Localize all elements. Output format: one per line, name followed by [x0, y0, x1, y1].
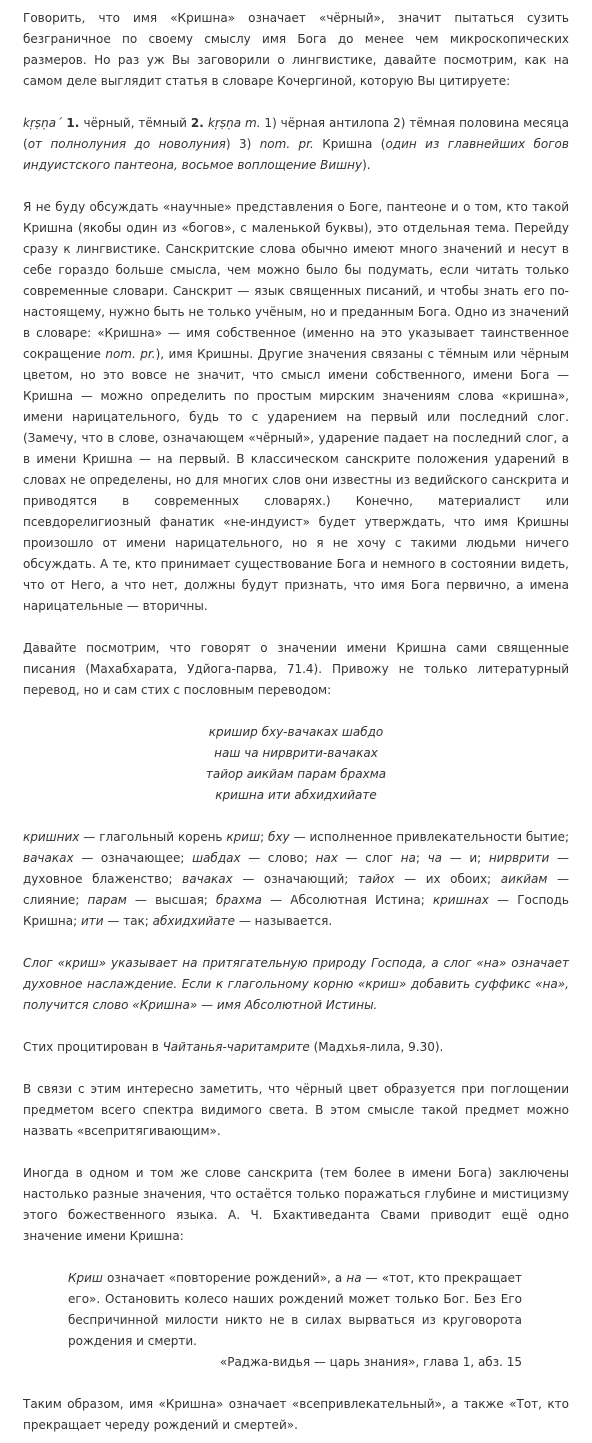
gloss-meaning: — Абсолютная Истина; — [261, 893, 433, 907]
gloss-meaning: — называется. — [235, 914, 333, 928]
dict-text: чёрный, тёмный — [83, 116, 191, 130]
quote-word: Криш — [68, 1271, 103, 1285]
paragraph-text: — «тот, кто прекращает его». Остановить колесо наших рождений может только Бог. Без Его беспричинной милости никто не в силах вырваться из круговорота рождения и смерти. — [68, 1271, 522, 1348]
dict-sense-number: 1. — [62, 116, 84, 130]
color-paragraph: В связи с этим интересно заметить, что чёрный цвет образуется при поглощении предметом всего спектра видимого света. В этом смысле такой предмет можно назвать «всепритягивающим». — [23, 1082, 569, 1138]
paragraph-text: означает «повторение рождений», а — [102, 1271, 347, 1285]
gloss-word: кришних — [23, 830, 80, 844]
gloss-meaning: — их обоих; — [394, 872, 501, 886]
dict-text: 1) чёрная антилопа 2) тёмная половина месяца ( — [23, 116, 570, 151]
verse-line: тайор аикйам парам брахма — [205, 767, 387, 781]
gloss-word: тайох — [357, 872, 395, 886]
conclusion-paragraph: Таким образом, имя «Кришна» означает «всепривлекательный», а также «Тот, кто прекращает череду рождений и смертей». — [23, 1397, 569, 1432]
abbreviation: nom. pr. — [105, 347, 156, 361]
quote-text — [68, 1268, 522, 1352]
gloss-meaning: — и; — [442, 851, 489, 865]
book-title: Чайтанья-чаритамрите — [162, 1040, 310, 1054]
gloss-meaning: — исполненное привлекательности бытие; — [289, 830, 569, 844]
gloss-word: парам — [87, 893, 127, 907]
gloss-word: брахма — [216, 893, 262, 907]
dict-headword: kṛṣṇa´ — [23, 116, 63, 130]
paragraph-text: Я не буду обсуждать «научные» представления о Боге, пантеоне и о том, кто такой Кришна (якобы один из «богов», с маленькой буквы), это отдельная тема. Перейду сразу к лингвистике. Санскритские слова обычно имеют много значений и несут в себе гораздо больше смысла, чем можно было бы подумать, если читать только современные словари. Санскрит — язык священных писаний, и чтобы знать его по-настоящему, нужно быть не только учёным, но и преданным Бога. Одно из значений в словаре: «Кришна» — имя собственное (именно на это указывает таинственное сокращение — [23, 200, 569, 361]
literary-translation: Слог «криш» указывает на притягательную природу Господа, а слог «на» означает духовное наслаждение. Если к глагольному корню «криш» добавить суффикс «на», получится слово «Кришна» — имя Абсолютной Истины. — [23, 956, 569, 1012]
gloss-word: на — [400, 851, 416, 865]
dict-sense-number: 2. — [190, 116, 209, 130]
gloss-word: криш — [226, 830, 261, 844]
quote-source: «Раджа-видья — царь знания», глава 1, абз. 15 — [219, 1355, 522, 1369]
gloss-meaning: ; — [415, 851, 428, 865]
gloss-meaning: ; — [260, 830, 269, 844]
gloss-word: нах — [315, 851, 338, 865]
gloss-meaning: — глагольный корень — [79, 830, 227, 844]
dict-text: Кришна ( — [313, 137, 386, 151]
citation-paragraph — [23, 1037, 569, 1058]
gloss-word: ча — [427, 851, 443, 865]
dict-abbreviation: nom. pr. — [259, 137, 314, 151]
dictionary-entry — [23, 113, 569, 176]
intro-paragraph: Говорить, что имя «Кришна» означает «чёрный», значит пытаться сузить безграничное по своему смыслу имя Бога до менее чем микроскопических размеров. Но раз уж Вы заговорили о лингвистике, давайте посмотрим, как на самом деле выглядит статья в словаре Кочергиной, которую Вы цитируете: — [23, 11, 569, 88]
gloss-meaning: — слово; — [240, 851, 316, 865]
gloss-meaning: — слог — [337, 851, 401, 865]
paragraph-text: Стих процитирован в — [23, 1040, 163, 1054]
gloss-meaning: — духовное блаженство; — [23, 851, 569, 886]
dict-text: ). — [362, 158, 371, 172]
dict-headword: kṛṣṇa m. — [208, 116, 261, 130]
word-by-word-translation — [23, 827, 569, 932]
paragraph-text: ), имя Кришны. Другие значения связаны с тёмным или чёрным цветом, но это вовсе не значит, что смысл имени собственного, имени Бога — Кришна — можно определить по простым мирским значениям слова «кришна», имени нарицательного, будь то с ударением на первый или последний слог. (Замечу, что в слове, означающем «чёрный», ударение падает на последний слог, а в имени Кришна — на первый. В классическом санскрите положения ударений в словах не определены, но для многих слов они известны из ведийского санскрита и приводятся в современных словарях.) Конечно, материалист или псевдорелигиозный фанатик «не-индуист» будет утверждать, что имя Кришны произошло от имени нарицательного, но я не хочу с такими людьми ничего обсуждать. А те, кто принимает существование Бога и немного в состоянии видеть, что от Него, а что нет, должны будут признать, что имя Бога первично, а имена нарицательные — вторичны. — [23, 347, 570, 613]
gloss-word: кришнах — [432, 893, 489, 907]
gloss-meaning: — так; — [103, 914, 153, 928]
meaning-paragraph: Иногда в одном и том же слове санскрита (тем более в имени Бога) заключены настолько разные значения, что остаётся только поражаться глубине и мистицизму этого божественного языка. А. Ч. Бхактиведанта Свами приводит ещё одно значение имени Кришна: — [23, 1166, 569, 1243]
dict-gloss: от полнолуния до новолуния — [27, 137, 226, 151]
gloss-word: бху — [268, 830, 290, 844]
quote-word: на — [346, 1271, 362, 1285]
gloss-meaning: — означающий; — [232, 872, 358, 886]
dict-text: ) 3) — [225, 137, 260, 151]
gloss-word: вачаках — [23, 851, 74, 865]
verse-line: наш ча нирврити-вачаках — [214, 746, 378, 760]
linguistics-paragraph — [23, 197, 569, 617]
gloss-meaning: — Господь Кришна; — [23, 893, 570, 928]
gloss-word: абхидхийате — [152, 914, 236, 928]
gloss-word: нирврити — [488, 851, 550, 865]
paragraph-text: (Мадхья-лила, 9.30). — [309, 1040, 444, 1054]
gloss-meaning: — означающее; — [73, 851, 193, 865]
gloss-meaning: — слияние; — [23, 872, 569, 907]
gloss-word: ити — [80, 914, 104, 928]
dict-gloss: один из главнейших богов индуистского пантеона, восьмое воплощение Вишну — [23, 137, 569, 172]
gloss-word: шабдах — [192, 851, 241, 865]
scripture-paragraph: Давайте посмотрим, что говорят о значении имени Кришна сами священные писания (Махабхарата, Удйога-парва, 71.4). Привожу не только литературный перевод, но и сам стих с пословным переводом: — [23, 641, 569, 697]
gloss-word: аикйам — [500, 872, 548, 886]
sanskrit-verse — [23, 722, 569, 806]
gloss-meaning: — высшая; — [126, 893, 217, 907]
blockquote — [68, 1268, 522, 1373]
verse-line: кришна ити абхидхийате — [215, 788, 377, 802]
gloss-word: вачаках — [182, 872, 233, 886]
verse-line: кришир бху-вачаках шабдо — [208, 725, 384, 739]
